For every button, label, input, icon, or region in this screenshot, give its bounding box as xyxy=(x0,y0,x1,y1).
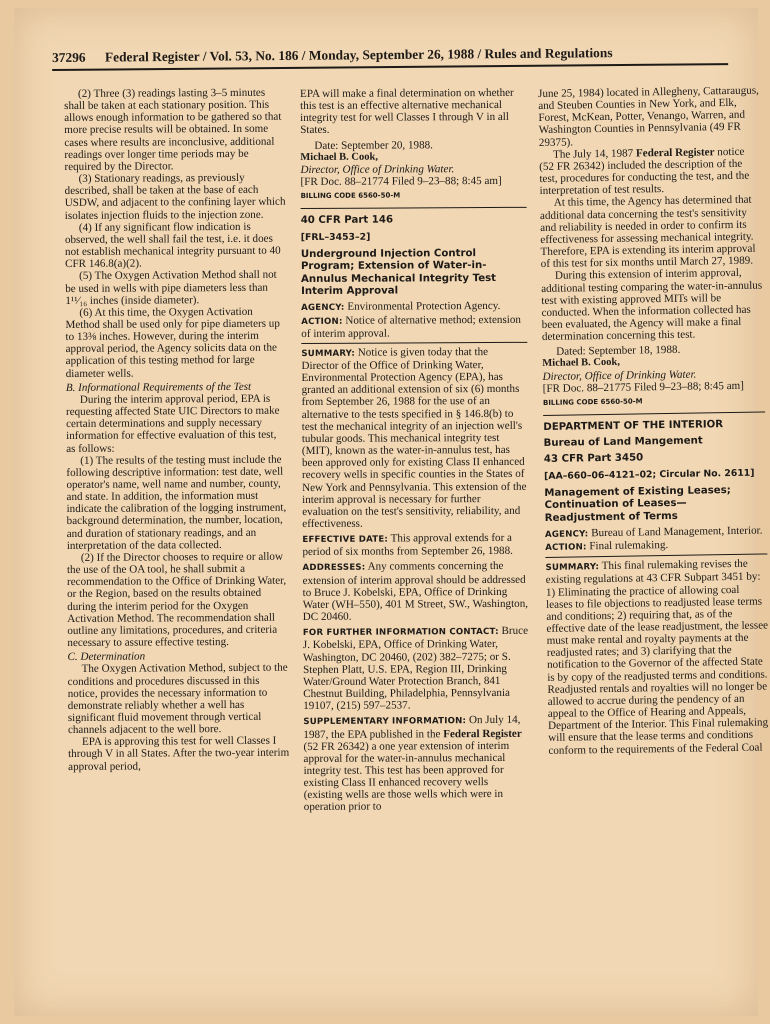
dated-line: Date: September 20, 1988. xyxy=(314,138,433,152)
paragraph: The Oxygen Activation Method, subject to the conditions and procedures discussed in this notice, provides the necessary information to demonstrate reliably whether a well has significant fluid movement through vertical channels adjacent to the well bore. xyxy=(67,661,288,737)
subheading-b: B. Informational Requirements of the Test xyxy=(65,380,252,394)
section-divider xyxy=(543,412,765,416)
cfr-part: 40 CFR Part 146 xyxy=(300,214,394,227)
supplementary-text-2: (52 FR 26342) a one year extension of interim approval for the water-in-annulus mechanical integrity test. This test has been approved for existing Class II enhanced recovery wells (existing wells are those wells which were in operation prior to xyxy=(303,739,510,814)
frl-number: [FRL–3453–2] xyxy=(300,231,371,243)
supplementary-label: SUPPLEMENTARY INFORMATION: xyxy=(303,716,467,728)
billing-code: BILLING CODE 6560-50-M xyxy=(300,191,401,201)
federal-register-ref: Federal Register xyxy=(443,727,522,740)
running-head: Federal Register / Vol. 53, No. 186 / Monday, September 26, 1988 / Rules and Regulations xyxy=(104,45,613,65)
summary-text: This final rulemaking revises the existing regulations at 43 CFR Subpart 3451 by: 1) Eliminating the practice of allowing coal leases to file objections to readjusted lease terms and conditions; 2) requiring that, as of the effective date of the lease readjustment, the lessee must make rental and royalty payments at the readjusted rates; and 3) clarifying that the notification to the Governor of the affected State is by copy of the readjusted terms and conditions. Readjusted rentals and royalties will no longer be allowed to accrue during the pendency of an appeal to the Office of Hearing and Appeals, Department of the Interior. This Final rulemaking will ensure that the lease terms and conditions conform to the requirements of the Federal Coal xyxy=(545,557,769,757)
contact-label: FOR FURTHER INFORMATION CONTACT: xyxy=(302,627,499,639)
paragraph: (5) The Oxygen Activation Method shall not be used in wells with pipe diameters less than 1¹¹⁄₁₆ inches (inside diameter). xyxy=(65,269,277,307)
action-text: Notice of alternative method; extension of interim approval. xyxy=(301,313,521,340)
summary-label: SUMMARY: xyxy=(545,562,600,574)
agency-text: Environmental Protection Agency. xyxy=(347,300,501,314)
column-3 xyxy=(538,85,770,757)
paragraph: (4) If any significant flow indication is observed, the well shall fail the test, i.e. it does not establish mechanical integrity pursuant to 40 CFR 146.8(a)(2). xyxy=(64,220,281,271)
paragraph: During this extension of interim approval, additional testing comparing the water-in-annulus test with existing approved MITs will be conducted. When the information collected has been evaluated, the Agency will make a final determination concerning this test. xyxy=(541,267,763,344)
rule-title: Underground Injection Control Program; Extension of Water-in-Annulus Mechanical Integrity Test Interim Approval xyxy=(300,247,497,297)
subheading-c: C. Determination xyxy=(67,650,146,664)
paragraph-start: The July 14, 1987 xyxy=(552,147,634,161)
dated-line: Dated: September 18, 1988. xyxy=(556,344,681,359)
signer-title: Director, Office of Drinking Water. xyxy=(300,163,455,176)
paragraph: (2) Three (3) readings lasting 3–5 minutes shall be taken at each stationary position. This allows enough information to be gathered so that more precise results will be obtained. In some cases where results are inconclusive, additional readings over longer time periods may be required by the Director. xyxy=(64,86,282,173)
addresses-text: Any comments concerning the extension of interim approval should be addressed to Bruce J. Kobelski, EPA, Office of Drinking Water (WH–550), 401 M Street, SW., Washington, DC 20460. xyxy=(302,560,529,624)
signer-title: Director, Office of Drinking Water. xyxy=(542,368,697,383)
effective-date-label: EFFECTIVE DATE: xyxy=(302,534,389,546)
agency-text: Bureau of Land Management, Interior. xyxy=(591,524,763,540)
signer-name: Michael B. Cook, xyxy=(300,151,378,163)
rule-title: Management of Existing Leases; Continuation of Leases—Readjustment of Terms xyxy=(544,484,731,524)
paragraph: (6) At this time, the Oxygen Activation Method shall be used only for pipe diameters up to 13⅜ inches. However, during the interim approval period, the Agency solicits data on the application of this testing method for large diameter wells. xyxy=(65,305,280,380)
effective-date-text: This approval extends for a period of six months from September 26, 1988. xyxy=(302,532,513,559)
paragraph: June 25, 1984) located in Allegheny, Cattaraugus, and Steuben Counties in New York, and Elk, Forest, McKean, Potter, Venango, Warren, and Washington Counties in Pennsylvania (49 FR 29375). xyxy=(538,84,759,149)
section-divider xyxy=(301,207,527,209)
department-heading: DEPARTMENT OF THE INTERIOR xyxy=(543,419,724,434)
cfr-part: 43 CFR Part 3450 xyxy=(543,452,644,466)
summary-label: SUMMARY: xyxy=(301,348,356,359)
contact-text: Bruce J. Kobelski, EPA, Office of Drinking Water, Washington, DC 20460, (202) 382–7275; or S. Stephen Platt, U.S. EPA, Region III, Drinking Water/Ground Water Protection Branch, 841 Chestnut Building, Philadelphia, Pennsylvania 19107, (215) 597–2537. xyxy=(302,625,529,713)
column-2 xyxy=(300,87,530,814)
agency-label: AGENCY: xyxy=(544,529,589,540)
billing-code: BILLING CODE 6560-50-M xyxy=(542,397,643,407)
paragraph: (2) If the Director chooses to require or allow the use of the OA tool, he shall submit a recommendation to the Office of Drinking Water, or the Region, based on the results obtained during the interim period for the Oxygen Activation Method. The recommendation shall outline any limitations, procedures, and criteria necessary to assure effective testing. xyxy=(66,550,287,650)
paragraph: EPA is approving this test for well Classes I through V in all States. After the two-year interim approval period, xyxy=(68,734,290,773)
action-label: ACTION: xyxy=(545,542,587,554)
agency-label: AGENCY: xyxy=(301,303,345,314)
action-text: Final rulemaking. xyxy=(589,539,669,553)
fr-doc-line: [FR Doc. 88–21775 Filed 9–23–88; 8:45 am] xyxy=(542,379,745,395)
divider xyxy=(301,342,527,344)
docket-number: [AA–660–06–4121–02; Circular No. 2611] xyxy=(544,467,755,482)
federal-register-ref: Federal Register xyxy=(635,146,715,160)
paragraph: (3) Stationary readings, as previously described, shall be taken at the base of each USDW, and adjacent to the confining layer which isolates injection fluids to the injection zone. xyxy=(64,171,286,222)
addresses-label: ADDRESSES: xyxy=(302,563,366,574)
column-1 xyxy=(64,87,290,773)
summary-text: Notice is given today that the Director of the Office of Drinking Water, Environmental Protection Agency (EPA), has granted an additional extension of six (6) months from September 26, 1988 for the use of an alternative to the tests specified in § 146.8(b) to test the mechanical integrity of an injection well's tubular goods. This mechanical integrity test (MIT), known as the water-in-annulus test, has been approved only for existing Class II enhanced recovery wells in specific counties in the States of New York and Pennsylvania. This extension of the interim approval is necessary for further evaluation on the test's sensitivity, reliability, and effectiveness. xyxy=(301,345,527,530)
paragraph: At this time, the Agency has determined that additional data concerning the test's sensitivity and reliability is needed in order to confirm its effectiveness for assessing mechanical integrity. Therefore, EPA is extending its interim approval of this test for six months until March 27, 1989. xyxy=(539,194,756,271)
paragraph: During the interim approval period, EPA is requesting affected State UIC Directors to make certain determinations and supply necessary information for effective evaluation of this test, as follows: xyxy=(65,392,280,455)
document-page xyxy=(14,8,769,1016)
action-label: ACTION: xyxy=(301,316,343,327)
paragraph-end: notice (52 FR 26342) included the description of the test, procedures for conducting the test, and the interpretation of test results. xyxy=(539,145,750,198)
supplementary-text-1: On July 14, 1987, the EPA published in the xyxy=(303,714,521,741)
running-header xyxy=(52,44,728,71)
paragraph: EPA will make a final determination on whether this test is an effective alternative mechanical integrity test for well Classes I through V in all States. xyxy=(300,86,514,137)
paragraph: (1) The results of the testing must include the following descriptive information: test date, well operator's name, well name and number, county, and state. In addition, the information must indicate the calibration of the logging instrument, background determination, the number, location, and duration of stationary readings, and an interpretation of the data collected. xyxy=(66,453,287,552)
signer-name: Michael B. Cook, xyxy=(542,357,621,370)
fr-doc-line: [FR Doc. 88–21774 Filed 9–23–88; 8:45 am] xyxy=(300,175,502,189)
bureau-heading: Bureau of Land Mangement xyxy=(543,435,703,450)
page-number: 37296 xyxy=(52,49,86,65)
